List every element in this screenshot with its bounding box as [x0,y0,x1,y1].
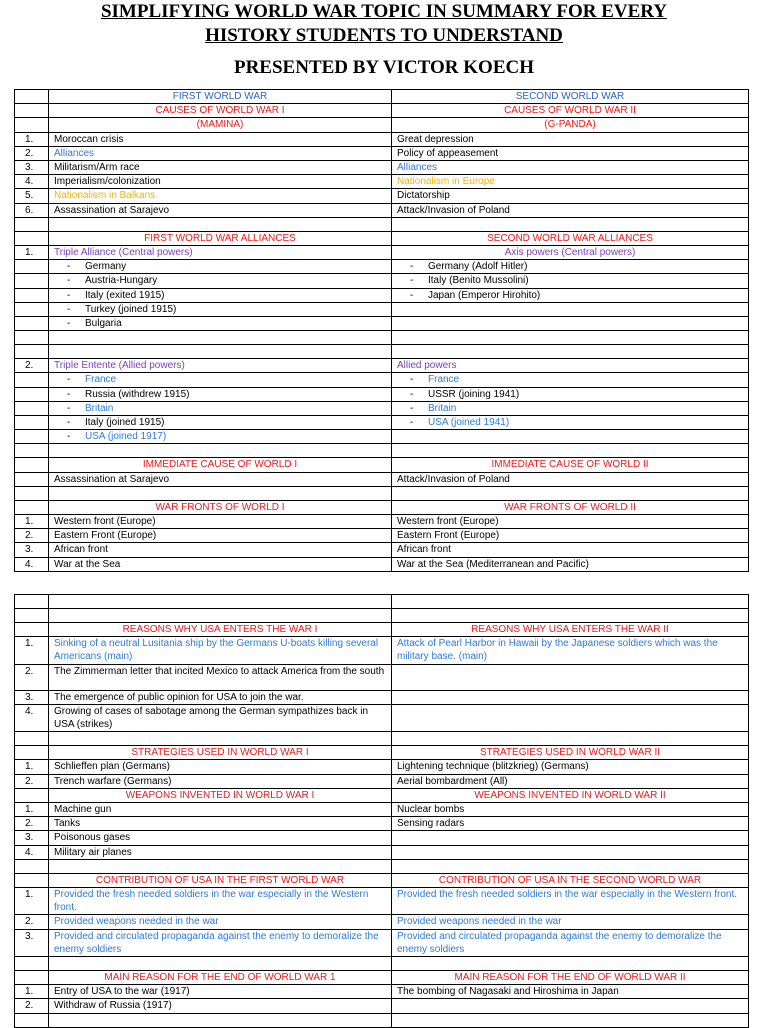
first-war-list-item [49,288,392,302]
bullet-dash-icon: - [410,374,414,386]
first-war-cell: Schlieffen plan (Germans) [49,760,392,774]
document-title [0,0,768,48]
number-cell [15,90,49,104]
second-war-cell: Western front (Europe) [392,515,749,529]
first-war-cell: Poisonous gases [49,831,392,845]
bullet-dash-icon: - [67,275,71,287]
list-item-text: USA (joined 1917) [85,431,167,443]
section-heading-first-war: WAR FRONTS OF WORLD I [49,500,392,514]
bullet-dash-icon: - [67,289,71,301]
first-war-list-item [49,430,392,444]
table-row [15,915,749,929]
number-cell: 1. [15,246,49,260]
second-war-cell: Nuclear bombs [392,803,749,817]
table-row [15,132,749,146]
number-cell [15,732,49,746]
number-cell: 3. [15,161,49,175]
second-war-cell [392,486,749,500]
section-heading-second-war: IMMEDIATE CAUSE OF WORLD II [392,458,749,472]
first-war-cell: Machine gun [49,803,392,817]
list-item-text: France [428,374,460,386]
causes-alliances-fronts-table [14,89,749,572]
second-war-list-item [392,430,749,444]
second-war-cell: Provided and circulated propaganda against the enemy to demoralize the enemy soldiers [392,929,749,956]
list-item-text: Britain [428,402,457,414]
number-cell [15,859,49,873]
second-war-list-item [392,401,749,415]
bullet-dash-icon: - [410,402,414,414]
first-war-cell: Military air planes [49,845,392,859]
number-cell: 1. [15,637,49,664]
table-row [15,345,749,359]
first-war-cell: Provided and circulated propaganda against the enemy to demoralize the enemy soldiers [49,929,392,956]
section-heading-first-war: FIRST WORLD WAR [49,90,392,104]
bullet-dash-icon: - [67,261,71,273]
second-war-cell: Great depression [392,132,749,146]
second-war-cell: Aerial bombardment (All) [392,774,749,788]
section-heading-second-war: STRATEGIES USED IN WORLD WAR II [392,746,749,760]
number-cell [15,623,49,637]
number-cell [15,472,49,486]
first-war-cell: Withdraw of Russia (1917) [49,999,392,1013]
table-row [15,430,749,444]
table-row [15,929,749,956]
second-war-cell: Nationalism in Europe [392,175,749,189]
number-cell: 2. [15,774,49,788]
first-war-list-item [49,260,392,274]
second-war-cell [392,609,749,623]
section-heading-first-war: CONTRIBUTION OF USA IN THE FIRST WORLD WAR [49,873,392,887]
number-cell [15,746,49,760]
list-item-text: USSR (joining 1941) [428,388,520,400]
second-war-cell [392,444,749,458]
first-war-cell [49,345,392,359]
number-cell: 1. [15,132,49,146]
table-row [15,317,749,331]
number-cell: 3. [15,690,49,704]
section-heading-first-war: FIRST WORLD WAR ALLIANCES [49,231,392,245]
second-war-cell: Eastern Front (Europe) [392,529,749,543]
number-cell: 4. [15,845,49,859]
second-war-cell [392,331,749,345]
number-cell [15,873,49,887]
number-cell [15,595,49,609]
first-war-cell [49,486,392,500]
first-war-list-item [49,317,392,331]
first-war-cell [49,1013,392,1027]
first-war-cell [49,859,392,873]
first-war-cell [49,732,392,746]
first-war-cell: Western front (Europe) [49,515,392,529]
first-war-list-item [49,274,392,288]
table-row [15,90,749,104]
second-war-cell: Allied powers [392,359,749,373]
number-cell: 4. [15,175,49,189]
first-war-cell: Assassination at Sarajevo [49,203,392,217]
list-item-text: Italy (Benito Mussolini) [428,275,529,287]
table-row [15,999,749,1013]
list-item-text: Germany [85,261,127,273]
list-item-text: France [85,374,117,386]
table-row [15,118,749,132]
table-row [15,189,749,203]
table-row [15,831,749,845]
first-war-list-item [49,302,392,316]
section-heading-second-war: MAIN REASON FOR THE END OF WORLD WAR II [392,971,749,985]
number-cell [15,231,49,245]
second-war-cell: Dictatorship [392,189,749,203]
first-war-cell: War at the Sea [49,557,392,571]
number-cell: 1. [15,985,49,999]
bullet-dash-icon: - [67,374,71,386]
table-row [15,774,749,788]
section-heading-second-war: SECOND WORLD WAR [392,90,749,104]
number-cell [15,957,49,971]
number-cell: 2. [15,529,49,543]
section-heading-second-war: SECOND WORLD WAR ALLIANCES [392,231,749,245]
second-war-cell [392,732,749,746]
second-war-list-item [392,373,749,387]
number-cell [15,401,49,415]
first-war-cell: Eastern Front (Europe) [49,529,392,543]
bullet-dash-icon: - [410,261,414,273]
first-war-cell: The emergence of public opinion for USA to join the war. [49,690,392,704]
number-cell [15,416,49,430]
list-item-text: Britain [85,402,114,414]
first-war-cell: Moroccan crisis [49,132,392,146]
number-cell [15,458,49,472]
table-row [15,873,749,887]
table-row [15,231,749,245]
table-row [15,458,749,472]
first-war-cell: Nationalism in Balkans [49,189,392,203]
number-cell: 1. [15,515,49,529]
number-cell [15,1013,49,1027]
table-row [15,557,749,571]
table-row [15,274,749,288]
first-war-cell: Tanks [49,817,392,831]
number-cell: 1. [15,803,49,817]
section-heading-second-war: CONTRIBUTION OF USA IN THE SECOND WORLD WAR [392,873,749,887]
number-cell: 2. [15,359,49,373]
table-row [15,401,749,415]
second-war-list-item [392,317,749,331]
number-cell: 5. [15,189,49,203]
number-cell [15,430,49,444]
table-row [15,486,749,500]
table-row [15,161,749,175]
section-heading-second-war: WEAPONS INVENTED IN WORLD WAR II [392,788,749,802]
section-heading-first-war: STRATEGIES USED IN WORLD WAR I [49,746,392,760]
first-war-list-item [49,401,392,415]
title-line-2: HISTORY STUDENTS TO UNDERSTAND [205,25,563,46]
table-row [15,217,749,231]
bullet-dash-icon: - [410,417,414,429]
first-war-list-item [49,373,392,387]
table-row [15,515,749,529]
table-row [15,543,749,557]
number-cell [15,274,49,288]
second-war-cell: Policy of appeasement [392,146,749,160]
title-line-1: SIMPLIFYING WORLD WAR TOPIC IN SUMMARY FOR EVERY [100,1,668,22]
second-war-cell: Axis powers (Central powers) [392,246,749,260]
bullet-dash-icon: - [410,388,414,400]
number-cell [15,500,49,514]
table-row [15,146,749,160]
second-war-cell: Attack of Pearl Harbor in Hawaii by the Japanese soldiers which was the military base. (main) [392,637,749,664]
table-row [15,788,749,802]
second-war-cell: Attack/Invasion of Poland [392,472,749,486]
second-war-cell [392,999,749,1013]
section-heading-first-war: WEAPONS INVENTED IN WORLD WAR I [49,788,392,802]
second-war-cell [392,690,749,704]
first-war-cell [49,331,392,345]
presenter-line: PRESENTED BY VICTOR KOECH [233,57,535,78]
number-cell: 3. [15,831,49,845]
table-row [15,500,749,514]
second-war-cell [392,957,749,971]
table-row [15,888,749,915]
number-cell [15,217,49,231]
first-war-cell: Growing of cases of sabotage among the German sympathizes back in USA (strikes) [49,704,392,731]
second-war-cell: Provided weapons needed in the war [392,915,749,929]
table-row [15,637,749,664]
first-war-cell [49,595,392,609]
second-war-list-item [392,274,749,288]
bullet-dash-icon: - [67,303,71,315]
table-row [15,985,749,999]
second-war-cell: The bombing of Nagasaki and Hiroshima in Japan [392,985,749,999]
bullet-dash-icon: - [67,388,71,400]
table-row [15,387,749,401]
number-cell [15,104,49,118]
second-war-cell [392,831,749,845]
list-item-text: USA (joined 1941) [428,417,510,429]
first-war-list-item [49,387,392,401]
second-war-cell: Sensing radars [392,817,749,831]
number-cell [15,387,49,401]
table-row [15,609,749,623]
second-war-cell: Lightening technique (blitzkrieg) (Germans) [392,760,749,774]
number-cell [15,317,49,331]
number-cell [15,788,49,802]
bullet-dash-icon: - [67,402,71,414]
first-war-cell: Trench warfare (Germans) [49,774,392,788]
second-war-cell [392,217,749,231]
first-war-cell: Sinking of a neutral Lusitania ship by the Germans U-boats killing several Americans (main) [49,637,392,664]
table-row [15,246,749,260]
first-war-cell: Provided weapons needed in the war [49,915,392,929]
number-cell [15,373,49,387]
number-cell: 4. [15,557,49,571]
second-war-cell: War at the Sea (Mediterranean and Pacific) [392,557,749,571]
second-war-cell [392,664,749,690]
second-war-cell: Alliances [392,161,749,175]
list-item-text: Turkey (joined 1915) [85,303,177,315]
section-heading-second-war: REASONS WHY USA ENTERS THE WAR II [392,623,749,637]
number-cell: 2. [15,999,49,1013]
table-row [15,260,749,274]
table-row [15,302,749,316]
first-war-cell [49,957,392,971]
list-item-text: Germany (Adolf Hitler) [428,261,528,273]
list-item-text: Austria-Hungary [85,275,158,287]
bullet-dash-icon: - [410,289,414,301]
bullet-dash-icon: - [410,275,414,287]
table-row [15,359,749,373]
second-war-cell [392,704,749,731]
table-row [15,746,749,760]
first-war-cell: Assassination at Sarajevo [49,472,392,486]
first-war-cell [49,444,392,458]
table-row [15,690,749,704]
number-cell: 1. [15,888,49,915]
number-cell: 6. [15,203,49,217]
first-war-cell [49,217,392,231]
table-row [15,529,749,543]
table-row [15,444,749,458]
table-row [15,732,749,746]
table-row [15,845,749,859]
list-item-text: Italy (joined 1915) [85,417,165,429]
first-war-cell: Imperialism/colonization [49,175,392,189]
second-war-cell [392,1013,749,1027]
number-cell: 3. [15,543,49,557]
number-cell: 1. [15,760,49,774]
second-war-cell [392,345,749,359]
table-row [15,623,749,637]
section-heading-first-war: MAIN REASON FOR THE END OF WORLD WAR 1 [49,971,392,985]
number-cell [15,444,49,458]
second-war-cell: Provided the fresh needed soldiers in the war especially in the Western front. [392,888,749,915]
number-cell [15,288,49,302]
second-war-cell [392,859,749,873]
table-row [15,803,749,817]
second-war-list-item [392,288,749,302]
section-heading-first-war: IMMEDIATE CAUSE OF WORLD I [49,458,392,472]
list-item-text: Russia (withdrew 1915) [85,388,190,400]
first-war-cell: Provided the fresh needed soldiers in the war especially in the Western front. [49,888,392,915]
list-item-text: Italy (exited 1915) [85,289,165,301]
second-war-cell: African front [392,543,749,557]
number-cell [15,609,49,623]
usa-strategies-weapons-table [14,594,749,1028]
second-war-cell [392,845,749,859]
section-heading-first-war: REASONS WHY USA ENTERS THE WAR I [49,623,392,637]
table-row [15,971,749,985]
first-war-cell: Alliances [49,146,392,160]
second-war-cell: Attack/Invasion of Poland [392,203,749,217]
first-war-cell: The Zimmerman letter that incited Mexico to attack America from the south [49,664,392,690]
first-war-cell: Triple Entente (Allied powers) [49,359,392,373]
table-row [15,957,749,971]
bullet-dash-icon: - [67,431,71,443]
number-cell [15,971,49,985]
section-heading-second-war: (G-PANDA) [392,118,749,132]
number-cell [15,331,49,345]
table-row [15,104,749,118]
table-row [15,416,749,430]
number-cell [15,118,49,132]
table-row [15,203,749,217]
first-war-cell: Triple Alliance (Central powers) [49,246,392,260]
table-row [15,817,749,831]
table-row [15,373,749,387]
section-heading-first-war: (MAMINA) [49,118,392,132]
number-cell: 3. [15,929,49,956]
second-war-list-item [392,260,749,274]
second-war-list-item [392,416,749,430]
number-cell: 2. [15,664,49,690]
section-heading-first-war: CAUSES OF WORLD WAR I [49,104,392,118]
table-row [15,595,749,609]
table-row [15,331,749,345]
second-war-cell [392,595,749,609]
table-row [15,760,749,774]
number-cell: 2. [15,817,49,831]
number-cell [15,260,49,274]
number-cell [15,486,49,500]
table-row [15,288,749,302]
number-cell: 4. [15,704,49,731]
number-cell [15,345,49,359]
first-war-cell: African front [49,543,392,557]
section-heading-second-war: WAR FRONTS OF WORLD II [392,500,749,514]
bullet-dash-icon: - [67,318,71,330]
table-row [15,704,749,731]
number-cell: 2. [15,146,49,160]
table-row [15,1013,749,1027]
bullet-dash-icon: - [67,417,71,429]
list-item-text: Japan (Emperor Hirohito) [428,289,541,301]
first-war-list-item [49,416,392,430]
list-item-text: Bulgaria [85,318,122,330]
second-war-list-item [392,302,749,316]
table-row [15,859,749,873]
table-row [15,664,749,690]
number-cell [15,302,49,316]
first-war-cell [49,609,392,623]
first-war-cell: Militarism/Arm race [49,161,392,175]
table-row [15,175,749,189]
number-cell: 2. [15,915,49,929]
section-heading-second-war: CAUSES OF WORLD WAR II [392,104,749,118]
first-war-cell: Entry of USA to the war (1917) [49,985,392,999]
table-row [15,472,749,486]
second-war-list-item [392,387,749,401]
